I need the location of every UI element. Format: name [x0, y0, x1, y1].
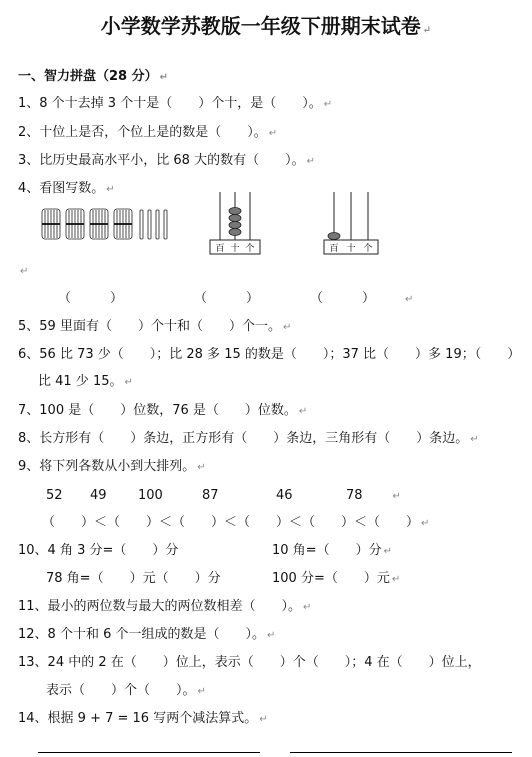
q4-answer-blank-2[interactable]: （ ） [194, 291, 260, 306]
q9-number-1: 52 [46, 488, 63, 503]
question-13-line-1: 13、24 中的 2 在（ ）位上，表示（ ）个（ ）；4 在（ ）位上， [18, 655, 481, 670]
question-6-line-1: 6、56 比 73 少（ ）；比 28 多 15 的数是（ ）；37 比（ ）多 19；（ ） [18, 347, 521, 362]
question-7: 7、100 是（ ）位数，76 是（ ）位数。 ↵ [18, 403, 308, 418]
question-11: 11、最小的两位数与最大的两位数相差（ ）。 ↵ [18, 599, 312, 614]
question-10a: 10、4 角 3 分=（ ）分 [18, 543, 179, 558]
q9-number-5: 46 [276, 488, 293, 503]
question-9: 9、将下列各数从小到大排列。 ↵ [18, 459, 206, 474]
answer-line-1[interactable] [38, 752, 260, 753]
q4-answer-blank-1[interactable]: （ ） [58, 291, 124, 306]
question-5: 5、59 里面有（ ）个十和（ ）个一。 ↵ [18, 319, 292, 334]
abacus-2-label-hundreds: 百 [329, 244, 339, 254]
answer-line-2[interactable] [290, 752, 512, 753]
question-10c: 78 角=（ ）元（ ）分 [46, 571, 221, 586]
section-heading: 一、智力拼盘（28 分） ↵ [18, 69, 169, 84]
question-6-line-2: 比 41 少 15。 ↵ [38, 374, 133, 389]
question-10b: 10 角=（ ）分 ↵ [272, 543, 392, 558]
empty-paragraph: ↵ [20, 266, 29, 277]
q9-number-6: 78 ↵ [346, 488, 401, 503]
question-12: 12、8 个十和 6 个一组成的数是（ ）。 ↵ [18, 627, 276, 642]
abacus-2-label-tens: 十 [346, 244, 356, 254]
abacus-image-2 [322, 188, 380, 260]
q9-number-4: 87 [202, 488, 219, 503]
question-13-line-2: 表示（ ）个（ ）。 ↵ [46, 683, 206, 698]
stick-bundles-image [40, 206, 180, 242]
abacus-1-label-hundreds: 百 [215, 244, 225, 254]
question-3: 3、比历史最高水平小，比 68 大的数有（ ）。 ↵ [18, 153, 315, 168]
question-4: 4、看图写数。 ↵ [18, 181, 115, 196]
abacus-2-label-ones: 个 [363, 244, 373, 254]
q9-number-3: 100 [138, 488, 163, 503]
q9-number-2: 49 [90, 488, 107, 503]
page-title: 小学数学苏教版一年级下册期末试卷 ↵ [100, 14, 432, 38]
question-8: 8、长方形有（ ）条边，正方形有（ ）条边，三角形有（ ）条边。 ↵ [18, 431, 479, 446]
q9-ordering-blanks[interactable]: （ ）＜（ ）＜（ ）＜（ ）＜（ ）＜（ ） ↵ [42, 515, 430, 530]
question-2: 2、十位上是否，个位上是的数是（ ）。 ↵ [18, 125, 278, 140]
question-10d: 100 分=（ ）元 ↵ [272, 571, 401, 586]
question-14: 14、根据 9 + 7 = 16 写两个减法算式。 ↵ [18, 711, 268, 726]
question-1: 1、8 个十去掉 3 个十是（ ）个十，是（ ）。 ↵ [18, 96, 333, 111]
abacus-1-label-ones: 个 [245, 244, 255, 254]
q4-answer-blank-3[interactable]: （ ） ↵ [310, 291, 414, 306]
abacus-1-label-tens: 十 [230, 244, 240, 254]
abacus-image-1 [208, 188, 262, 260]
